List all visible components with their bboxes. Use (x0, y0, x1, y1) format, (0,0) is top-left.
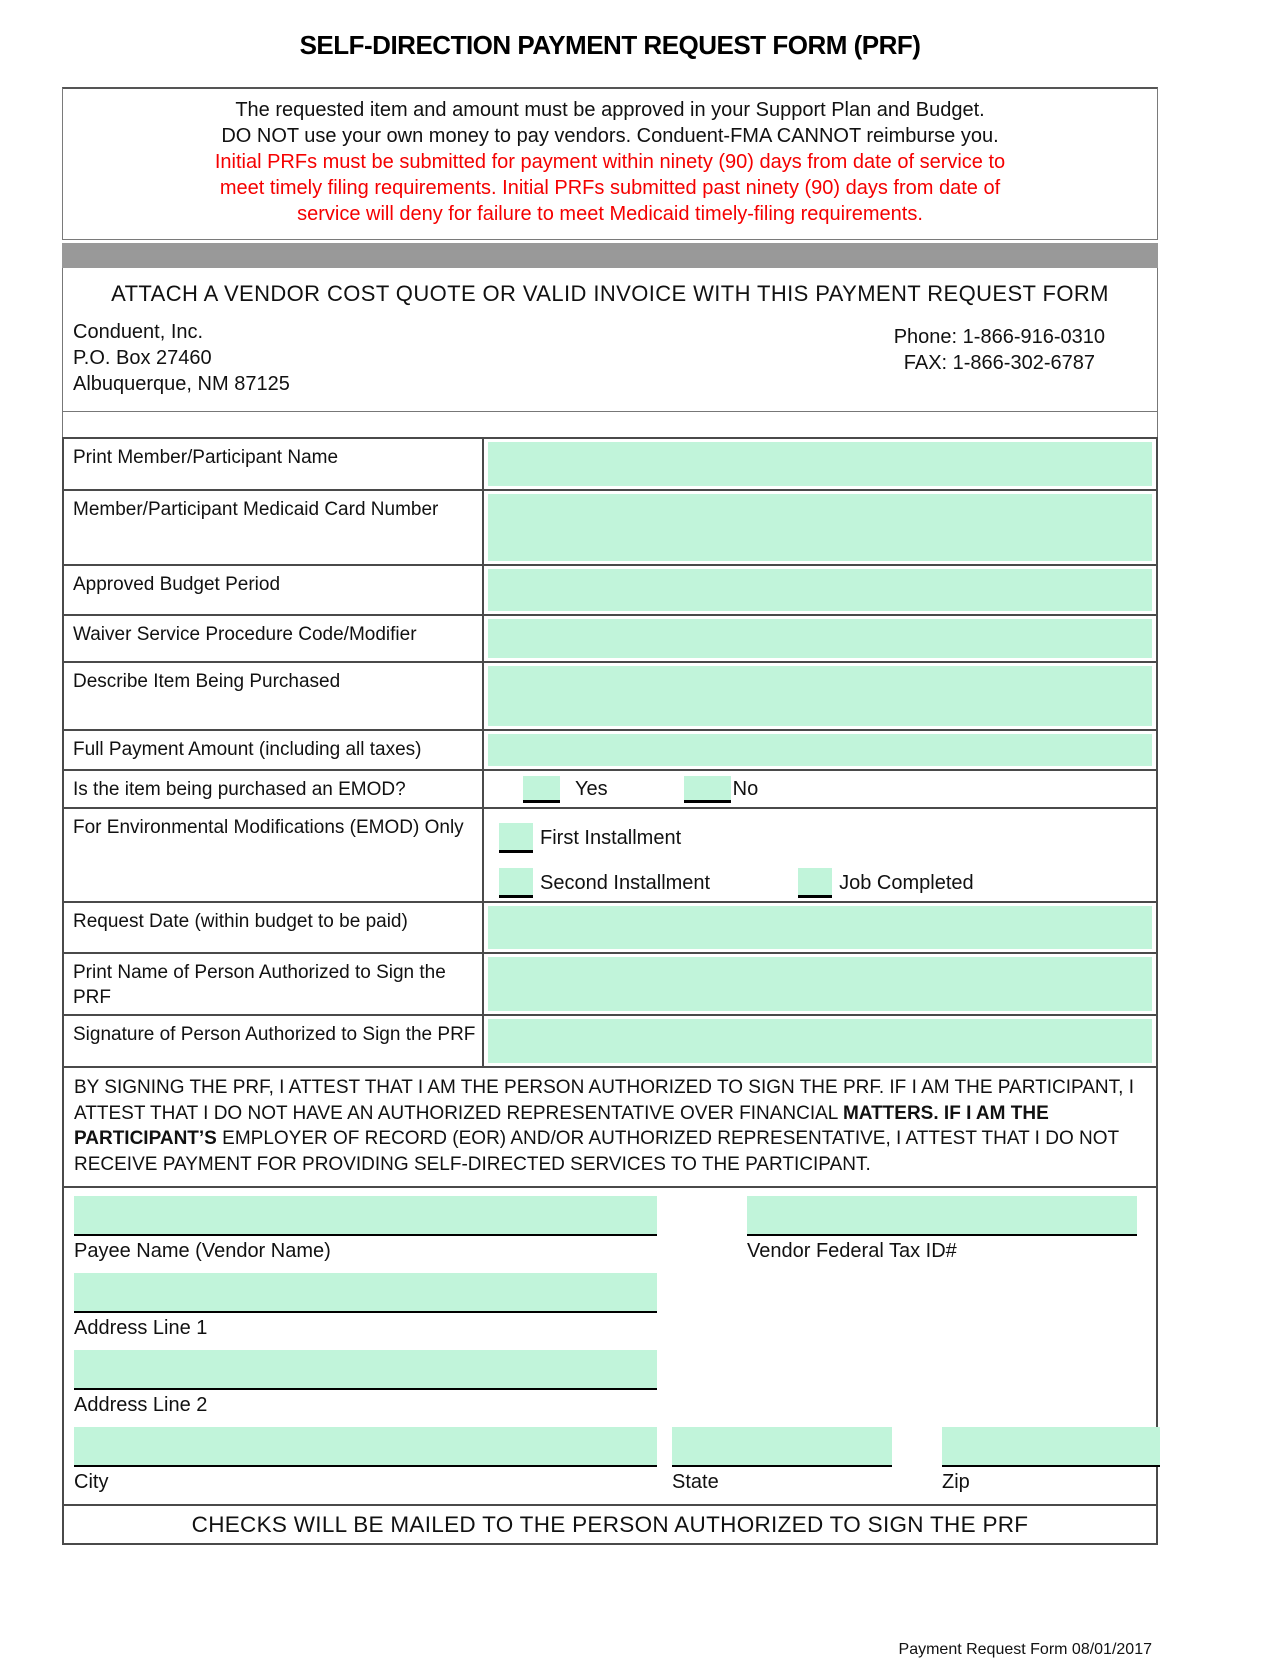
address-line-2-label: Address Line 2 (74, 1394, 208, 1416)
table-row (64, 564, 1156, 614)
job-completed-label: Job Completed (839, 871, 974, 894)
medicaid-number-field[interactable] (488, 494, 1152, 561)
field-label: Full Payment Amount (including all taxes) (64, 731, 484, 769)
instructions-box (62, 87, 1158, 240)
table-row-emod-installments (64, 807, 1156, 901)
budget-period-field[interactable] (488, 569, 1152, 611)
attestation-text (62, 1068, 1158, 1188)
notice-line-red: meet timely filing requirements. Initial PRFs submitted past ninety (90) days from date of (219, 177, 1001, 199)
vendor-tax-id-input[interactable] (747, 1196, 1137, 1236)
signature-field[interactable] (488, 1019, 1152, 1063)
divider-bar (62, 243, 1158, 268)
authorized-name-field[interactable] (488, 957, 1152, 1011)
emod-no-label: No (732, 777, 759, 800)
notice-line-red: Initial PRFs must be submitted for payment within ninety (90) days from date of service to (214, 151, 1006, 173)
payment-amount-field[interactable] (488, 734, 1152, 766)
attach-section (62, 268, 1158, 412)
vendor-tax-id-label: Vendor Federal Tax ID# (747, 1240, 957, 1262)
form-version-note: Payment Request Form 08/01/2017 (898, 1641, 1152, 1658)
emod-yes-label: Yes (575, 777, 608, 800)
zip-input[interactable] (942, 1427, 1160, 1467)
table-row (64, 952, 1156, 1014)
address-line-1-input[interactable] (74, 1273, 657, 1313)
field-label: Approved Budget Period (64, 566, 484, 614)
spacer-row (62, 412, 1158, 437)
procedure-code-field[interactable] (488, 619, 1152, 658)
company-po-box: P.O. Box 27460 (73, 347, 212, 369)
first-installment-checkbox[interactable] (499, 823, 533, 853)
field-label: For Environmental Modifications (EMOD) Only (64, 809, 484, 901)
field-label: Print Name of Person Authorized to Sign the PRF (64, 954, 484, 1014)
city-input[interactable] (74, 1427, 657, 1467)
payee-name-input[interactable] (74, 1196, 657, 1236)
member-name-field[interactable] (488, 442, 1152, 486)
table-row (64, 614, 1156, 661)
emod-yes-checkbox[interactable] (523, 776, 560, 803)
emod-no-checkbox[interactable] (684, 776, 731, 803)
state-input[interactable] (672, 1427, 892, 1467)
company-phone: Phone: 1-866-916-0310 (893, 326, 1105, 348)
checks-notice: CHECKS WILL BE MAILED TO THE PERSON AUTHORIZED TO SIGN THE PRF (62, 1504, 1158, 1545)
second-installment-label: Second Installment (540, 871, 711, 894)
field-label: Is the item being purchased an EMOD? (64, 771, 484, 807)
field-label: Print Member/Participant Name (64, 439, 484, 489)
company-fax: FAX: 1-866-302-6787 (903, 352, 1095, 374)
field-label: Member/Participant Medicaid Card Number (64, 491, 484, 564)
company-city-line: Albuquerque, NM 87125 (73, 373, 290, 395)
notice-line-black: DO NOT use your own money to pay vendors. Conduent-FMA CANNOT reimburse you. (221, 125, 999, 147)
zip-label: Zip (942, 1471, 970, 1493)
table-row (64, 901, 1156, 952)
form-page (62, 0, 1158, 1659)
job-completed-checkbox[interactable] (798, 868, 832, 898)
table-row (64, 661, 1156, 729)
table-row (64, 729, 1156, 769)
attestation-part1: BY SIGNING THE PRF, I ATTEST THAT I AM THE PERSON AUTHORIZED TO SIGN THE PRF. IF I AM THE PARTICIPANT, I ATTEST THAT I DO NOT HAVE AN AUTHORIZED REPRESENTATIVE OVER FINANCIAL (74, 1077, 1134, 1124)
attestation-part2: EMPLOYER OF RECORD (EOR) AND/OR AUTHORIZED REPRESENTATIVE, I ATTEST THAT I DO NOT RECEIVE PAYMENT FOR PROVIDING SELF-DIRECTED SERVICES TO THE PARTICIPANT. (74, 1128, 1119, 1175)
payee-section (62, 1188, 1158, 1504)
notice-line-red: service will deny for failure to meet Medicaid timely-filing requirements. (297, 203, 923, 225)
page-title: SELF-DIRECTION PAYMENT REQUEST FORM (PRF) (299, 30, 921, 60)
table-row (64, 489, 1156, 564)
field-label: Request Date (within budget to be paid) (64, 903, 484, 952)
field-label: Describe Item Being Purchased (64, 663, 484, 729)
table-row (64, 1014, 1156, 1066)
item-description-field[interactable] (488, 666, 1152, 726)
company-name: Conduent, Inc. (73, 321, 204, 343)
field-label: Waiver Service Procedure Code/Modifier (64, 616, 484, 661)
second-installment-checkbox[interactable] (499, 868, 533, 898)
first-installment-label: First Installment (540, 826, 682, 849)
request-form-table (62, 437, 1158, 1068)
state-label: State (672, 1471, 719, 1493)
field-label: Signature of Person Authorized to Sign the PRF (64, 1016, 484, 1066)
attestation-bold: MATTERS. IF I AM THE PARTICIPANT’S (74, 1102, 1049, 1149)
notice-line-black: The requested item and amount must be approved in your Support Plan and Budget. (235, 99, 985, 121)
payee-name-label: Payee Name (Vendor Name) (74, 1240, 331, 1262)
table-row (64, 439, 1156, 489)
table-row-emod-question (64, 769, 1156, 807)
address-line-2-input[interactable] (74, 1350, 657, 1390)
company-address-block (63, 307, 1157, 411)
address-line-1-label: Address Line 1 (74, 1317, 208, 1339)
city-label: City (74, 1471, 109, 1493)
attach-header: ATTACH A VENDOR COST QUOTE OR VALID INVOICE WITH THIS PAYMENT REQUEST FORM (111, 281, 1109, 306)
request-date-field[interactable] (488, 906, 1152, 949)
